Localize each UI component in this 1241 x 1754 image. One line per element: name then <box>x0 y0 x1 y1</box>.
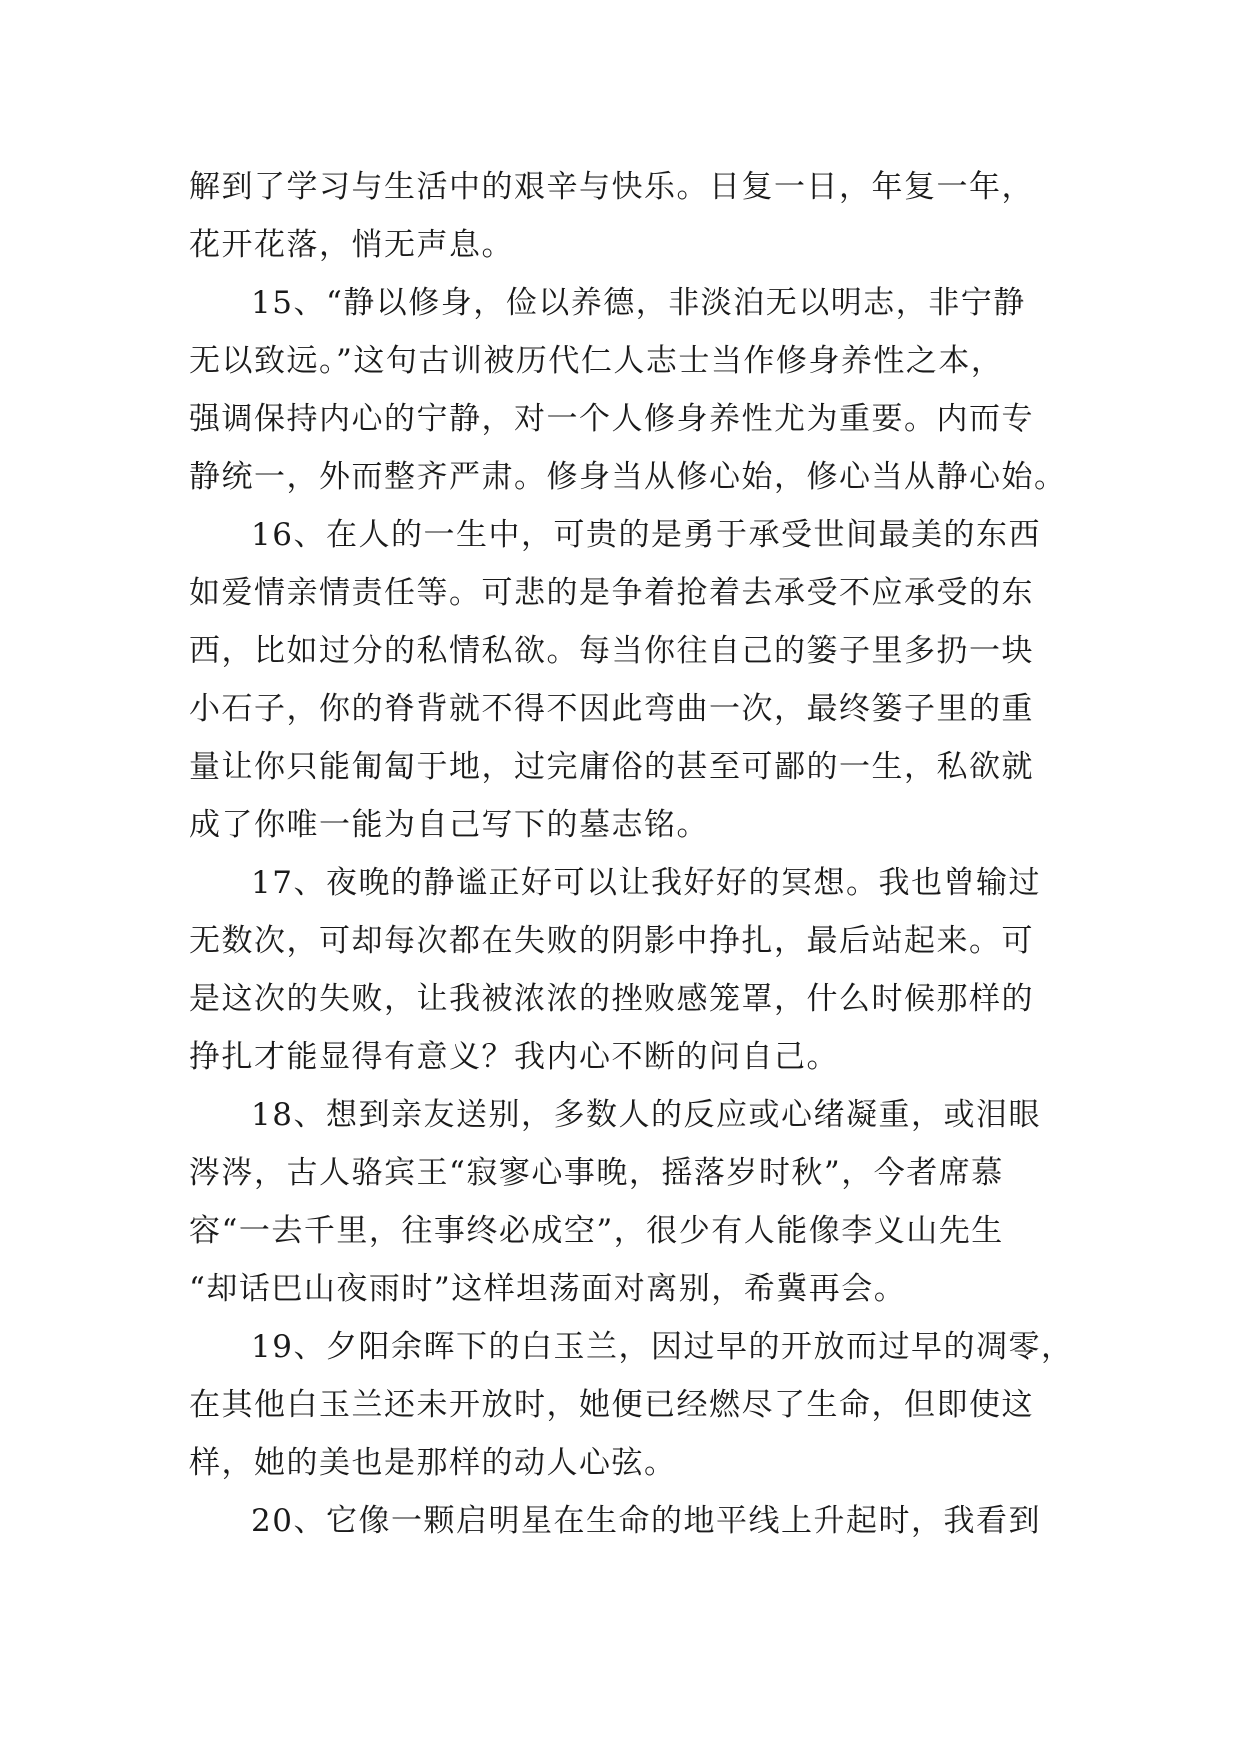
paragraph-18 <box>189 1086 1049 1318</box>
text-line: 小石子，你的脊背就不得不因此弯曲一次，最终篓子里的重 <box>189 691 1034 727</box>
paragraph-14-continued <box>189 158 1049 274</box>
paragraph-15 <box>189 274 1067 506</box>
text-line: 成了你唯一能为自己写下的墓志铭。 <box>189 807 709 843</box>
text-line: 样，她的美也是那样的动人心弦。 <box>189 1445 677 1481</box>
document-body <box>189 158 1074 1550</box>
text-line: 是这次的失败，让我被浓浓的挫败感笼罩，什么时候那样的 <box>189 981 1034 1017</box>
text-line: 17、夜晚的静谧正好可以让我好好的冥想。我也曾输过 <box>251 865 1041 901</box>
text-line: 涔涔，古人骆宾王“寂寥心事晚，摇落岁时秋”，今者席慕 <box>189 1155 1004 1191</box>
text-line: 挣扎才能显得有意义？我内心不断的问自己。 <box>189 1039 839 1075</box>
text-line: 强调保持内心的宁静，对一个人修身养性尤为重要。内而专 <box>189 401 1034 437</box>
text-line: 静统一，外而整齐严肃。修身当从修心始，修心当从静心始。 <box>189 459 1067 495</box>
paragraph-16 <box>189 506 1049 854</box>
text-line: 量让你只能匍匐于地，过完庸俗的甚至可鄙的一生，私欲就 <box>189 749 1034 785</box>
text-line: 20、它像一颗启明星在生命的地平线上升起时，我看到 <box>251 1503 1041 1539</box>
text-line: 在其他白玉兰还未开放时，她便已经燃尽了生命，但即使这 <box>189 1387 1034 1423</box>
text-line: 容“一去千里，往事终必成空”，很少有人能像李义山先生 <box>189 1213 1004 1249</box>
paragraph-20 <box>189 1492 1049 1550</box>
text-line: 无数次，可却每次都在失败的阴影中挣扎，最后站起来。可 <box>189 923 1034 959</box>
paragraph-17 <box>189 854 1049 1086</box>
text-line: 如爱情亲情责任等。可悲的是争着抢着去承受不应承受的东 <box>189 575 1034 611</box>
text-line: “却话巴山夜雨时”这样坦荡面对离别，希冀再会。 <box>189 1271 907 1307</box>
text-line: 18、想到亲友送别，多数人的反应或心绪凝重，或泪眼 <box>251 1097 1041 1133</box>
text-line: 无以致远。”这句古训被历代仁人志士当作修身养性之本， <box>189 343 1004 379</box>
text-line: 西，比如过分的私情私欲。每当你往自己的篓子里多扔一块 <box>189 633 1034 669</box>
text-line: 19、夕阳余晖下的白玉兰，因过早的开放而过早的凋零， <box>251 1329 1074 1365</box>
text-line: 花开花落，悄无声息。 <box>189 227 514 263</box>
text-line: 15、“静以修身，俭以养德，非淡泊无以明志，非宁静 <box>251 285 1026 321</box>
text-line: 解到了学习与生活中的艰辛与快乐。日复一日，年复一年， <box>189 169 1034 205</box>
text-line: 16、在人的一生中，可贵的是勇于承受世间最美的东西 <box>251 517 1041 553</box>
paragraph-19 <box>189 1318 1074 1492</box>
